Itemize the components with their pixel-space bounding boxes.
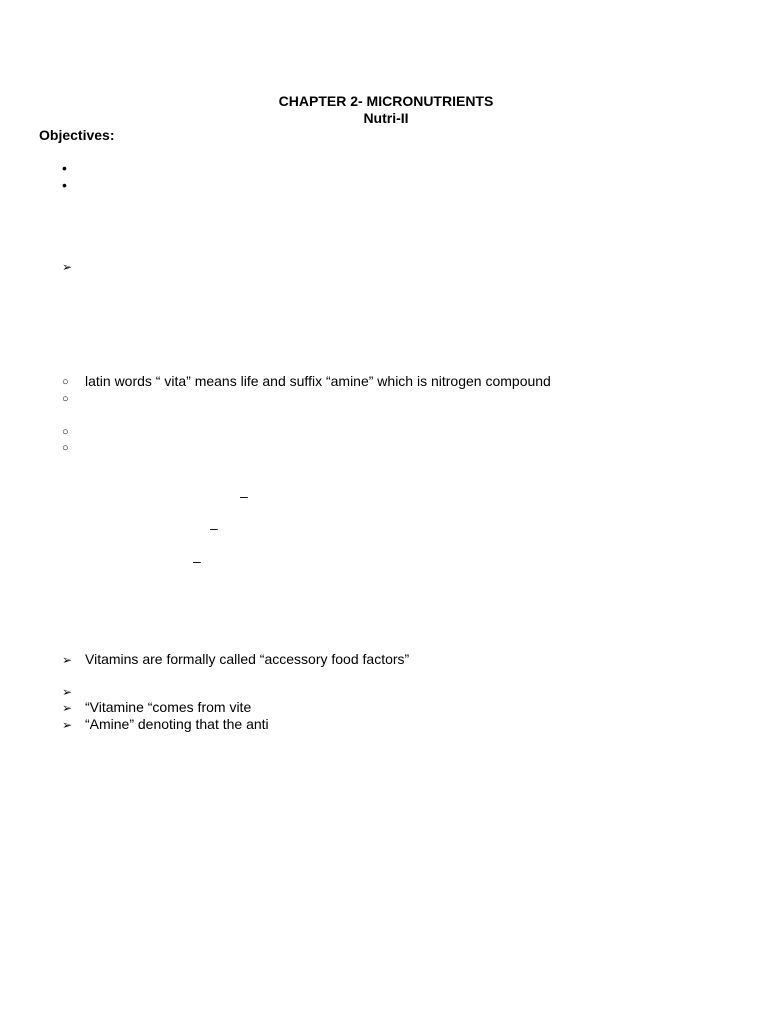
list-item: “Vitamine “comes from vite bbox=[85, 699, 252, 715]
objectives-heading: Objectives: bbox=[39, 127, 115, 143]
bullet-arrow-icon: ➢ bbox=[62, 685, 73, 699]
dash-mark: – bbox=[240, 488, 248, 504]
list-item: Vitamins are formally called “accessory food factors” bbox=[85, 651, 410, 667]
bullet-circle-icon: ○ bbox=[62, 376, 69, 388]
bullet-circle-icon: ○ bbox=[62, 442, 69, 454]
bullet-disc-icon: • bbox=[62, 160, 67, 176]
dash-mark: – bbox=[193, 553, 201, 569]
bullet-disc-icon: • bbox=[62, 177, 67, 193]
bullet-circle-icon: ○ bbox=[62, 393, 69, 405]
list-item: latin words “ vita” means life and suffix “amine” which is nitrogen compound bbox=[85, 373, 551, 389]
list-item: “Amine” denoting that the anti bbox=[85, 716, 269, 732]
page-title: CHAPTER 2- MICRONUTRIENTS bbox=[278, 93, 494, 109]
bullet-arrow-icon: ➢ bbox=[62, 260, 73, 274]
bullet-arrow-icon: ➢ bbox=[62, 653, 73, 667]
bullet-circle-icon: ○ bbox=[62, 426, 69, 438]
bullet-arrow-icon: ➢ bbox=[62, 701, 73, 715]
bullet-arrow-icon: ➢ bbox=[62, 718, 73, 732]
page-subtitle: Nutri-II bbox=[363, 110, 409, 126]
dash-mark: – bbox=[210, 520, 218, 536]
